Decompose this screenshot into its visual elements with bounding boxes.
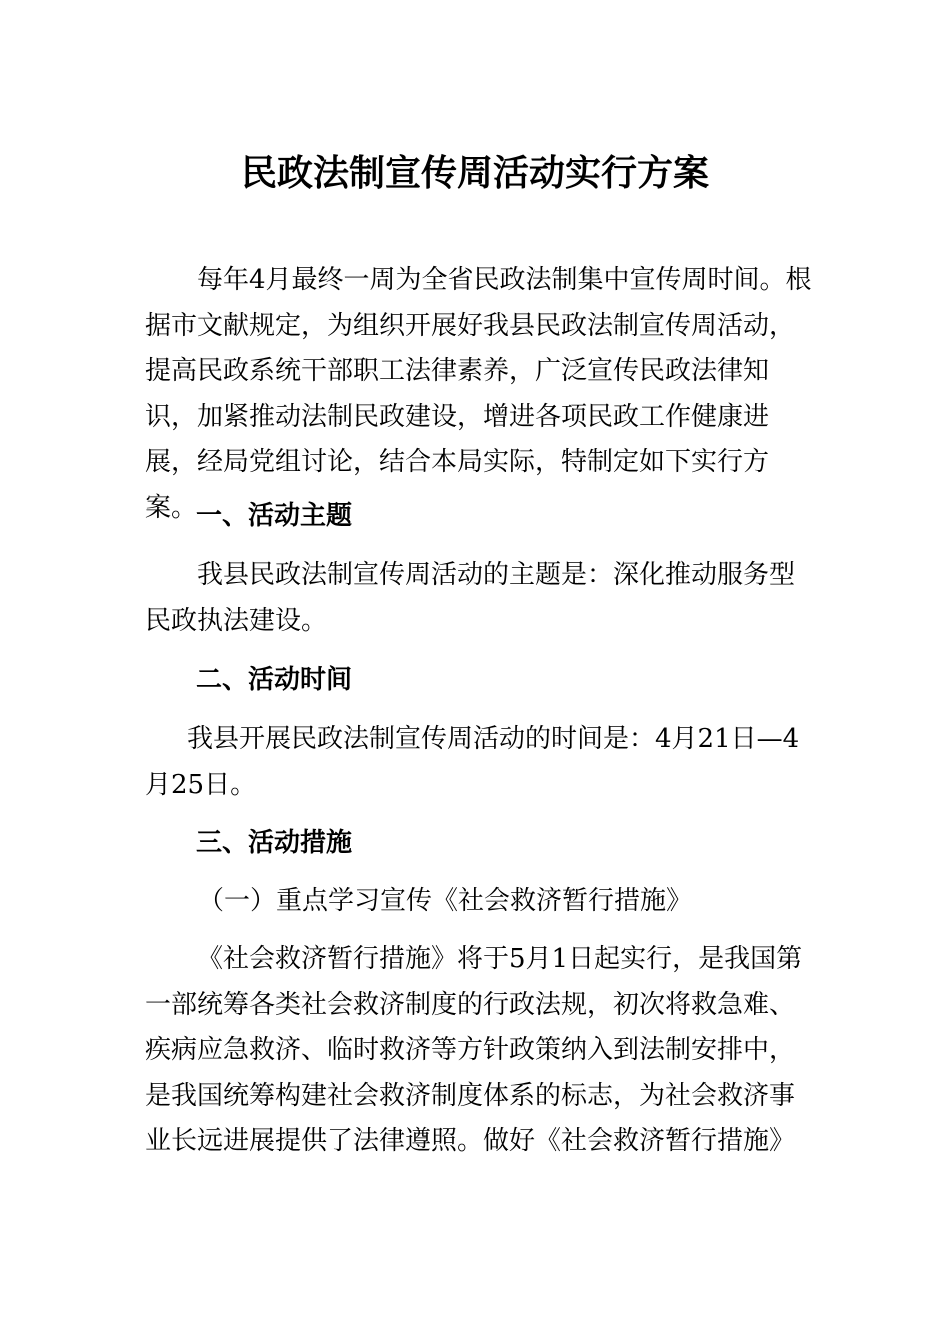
section-heading-theme: 一、活动主题: [196, 501, 353, 531]
time-paragraph: 我县开展民政法制宣传周活动的时间是：4月21日—4月25日。: [145, 724, 800, 800]
section-heading-measures: 三、活动措施: [196, 828, 353, 858]
intro-paragraph: 每年4月最终一周为全省民政法制集中宣传周时间。根据市文献规定，为组织开展好我县民政法制宣传周活动，提高民政系统干部职工法律素养，广泛宣传民政法律知识，加紧推动法制民政建设，增进各项民政工作健康进展，经局党组讨论，结合本局实际，特制定如下实行方案。: [145, 265, 812, 523]
relief-paragraph: 《社会救济暂行措施》将于5月1日起实行，是我国第一部统筹各类社会救济制度的行政法规，初次将救急难、疾病应急救济、临时救济等方针政策纳入到法制安排中，是我国统筹构建社会救济制度体系的标志，为社会救济事业长远进展提供了法律遵照。做好《社会救济暂行措施》: [145, 944, 803, 1156]
section-heading-time: 二、活动时间: [196, 665, 353, 695]
theme-paragraph: 我县民政法制宣传周活动的主题是：深化推动服务型民政执法建设。: [145, 560, 796, 636]
document-title: 民政法制宣传周活动实行方案: [240, 153, 709, 194]
subsection-heading-relief: （一）重点学习宣传《社会救济暂行措施》: [198, 886, 693, 916]
